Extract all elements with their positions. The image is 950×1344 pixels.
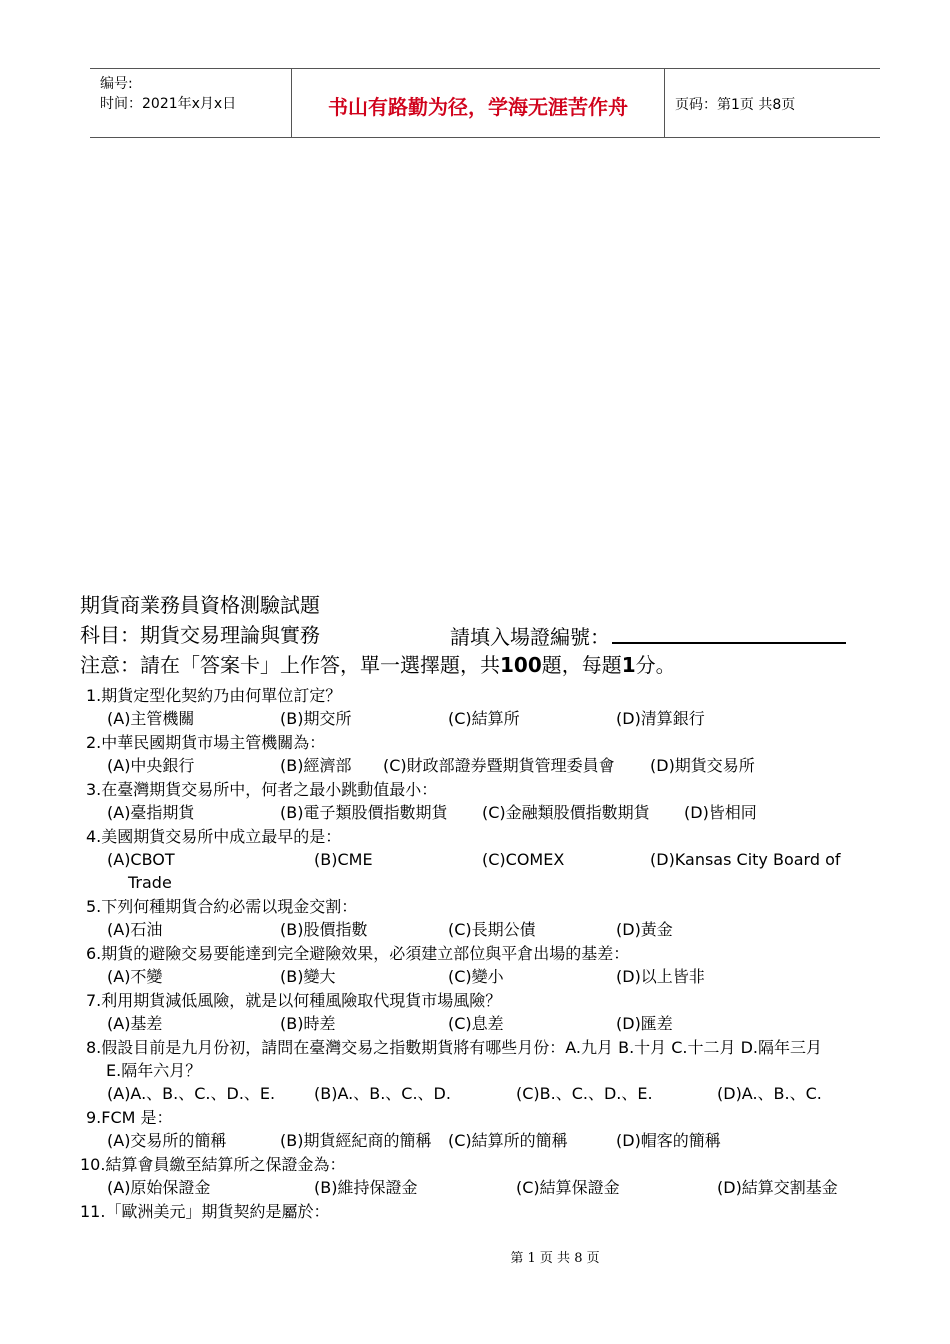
option-a: (A)中央銀行 [107, 756, 195, 775]
question-stem: 5.下列何種期貨合約必需以現金交割： [86, 897, 358, 916]
option-a: (A)基差 [107, 1014, 163, 1033]
option-c: (C)財政部證券暨期貨管理委員會 [383, 756, 615, 775]
option-d: (D)黃金 [616, 920, 673, 939]
question-list [80, 684, 900, 1223]
admission-number-label: 請填入場證編號： [450, 625, 610, 649]
option-d: (D)A.、B.、C. [717, 1084, 822, 1103]
question-item [80, 684, 900, 730]
question-options [80, 848, 900, 894]
option-d: (D)結算交割基金 [717, 1178, 838, 1197]
question-options [80, 918, 900, 941]
question-options [80, 1082, 900, 1105]
option-d: (D)Kansas City Board of [650, 850, 841, 869]
question-item [80, 1106, 900, 1152]
question-stem: 8.假設目前是九月份初，請問在臺灣交易之指數期貨將有哪些月份：A.九月 B.十月 C.十二月 D.隔年三月 [86, 1038, 823, 1057]
option-a: (A)不變 [107, 967, 163, 986]
question-options [80, 1012, 900, 1035]
question-item [80, 1036, 900, 1105]
notice-prefix: 注意：請在「答案卡」上作答，單一選擇題，共 [80, 653, 500, 677]
question-item [80, 942, 900, 988]
option-c: (C)結算所的簡稱 [448, 1131, 568, 1150]
option-b: (B)CME [314, 850, 373, 869]
admission-number-field [450, 620, 846, 652]
option-d: (D)帽客的簡稱 [616, 1131, 721, 1150]
question-options [80, 965, 900, 988]
exam-document [80, 590, 900, 1223]
question-item [80, 1200, 900, 1223]
option-c: (C)變小 [448, 967, 504, 986]
header-motto-cell [291, 69, 665, 137]
notice-suffix: 分。 [635, 653, 676, 677]
question-stem: 9.FCM 是： [86, 1108, 173, 1127]
question-options [80, 707, 900, 730]
footer-page-number: 第 1 页 共 8 页 [510, 1251, 600, 1266]
option-c: (C)B.、C.、D.、E. [516, 1084, 653, 1103]
question-item [80, 825, 900, 894]
question-stem: 3.在臺灣期貨交易所中，何者之最小跳動值最小： [86, 780, 438, 799]
motto-text: 书山有路勤为径，学海无涯苦作舟 [328, 95, 628, 119]
question-stem: 6.期貨的避險交易要能達到完全避險效果，必須建立部位與平倉出場的基差： [86, 944, 630, 963]
option-b: (B)時差 [280, 1014, 336, 1033]
option-d: (D)匯差 [616, 1014, 673, 1033]
option-b: (B)電子類股價指數期貨 [280, 803, 448, 822]
option-c: (C)結算保證金 [516, 1178, 620, 1197]
option-a: (A)交易所的簡稱 [107, 1131, 227, 1150]
option-a: (A)臺指期貨 [107, 803, 195, 822]
page-footer [0, 1247, 950, 1266]
option-d: (D)期貨交易所 [650, 756, 755, 775]
exam-subject: 科目：期貨交易理論與實務 [80, 623, 320, 647]
date-label: 时间：2021年x月x日 [100, 96, 237, 112]
option-a: (A)A.、B.、C.、D.、E. [107, 1084, 276, 1103]
option-c: (C)長期公債 [448, 920, 536, 939]
question-stem: 10.結算會員繳至結算所之保證金為： [80, 1155, 346, 1174]
question-stem-continuation: E.隔年六月？ [106, 1061, 202, 1080]
question-options [80, 1129, 900, 1152]
question-item [80, 1153, 900, 1199]
question-options [80, 754, 900, 777]
option-b: (B)變大 [280, 967, 336, 986]
question-count: 100 [500, 653, 542, 677]
exam-notice [80, 650, 900, 680]
option-b: (B)維持保證金 [314, 1178, 418, 1197]
admission-number-blank [612, 620, 846, 644]
option-d: (D)皆相同 [684, 803, 757, 822]
exam-title: 期貨商業務員資格測驗試題 [80, 593, 320, 617]
question-stem: 2.中華民國期貨市場主管機關為： [86, 733, 326, 752]
option-c: (C)息差 [448, 1014, 504, 1033]
option-b: (B)經濟部 [280, 756, 352, 775]
header-meta-cell [90, 69, 290, 137]
option-c: (C)結算所 [448, 709, 520, 728]
document-header [90, 68, 880, 138]
question-stem: 11.「歐洲美元」期貨契約是屬於： [80, 1202, 330, 1221]
page-code-label: 页码：第1页 共8页 [675, 97, 796, 113]
question-options [80, 801, 900, 824]
option-c: (C)金融類股價指數期貨 [482, 803, 650, 822]
option-b: (B)期貨經紀商的簡稱 [280, 1131, 432, 1150]
question-stem: 4.美國期貨交易所中成立最早的是： [86, 827, 342, 846]
serial-number-label: 编号: [100, 76, 133, 92]
option-a: (A)原始保證金 [107, 1178, 211, 1197]
option-b: (B)A.、B.、C.、D. [314, 1084, 451, 1103]
question-stem: 7.利用期貨減低風險，就是以何種風險取代現貨市場風險？ [86, 991, 502, 1010]
question-item [80, 731, 900, 777]
option-b: (B)股價指數 [280, 920, 368, 939]
option-a: (A)主管機關 [107, 709, 195, 728]
header-page-cell [665, 69, 880, 137]
option-d-continuation: Trade [128, 873, 172, 892]
option-c: (C)COMEX [482, 850, 565, 869]
question-item [80, 895, 900, 941]
question-item [80, 778, 900, 824]
question-stem: 1.期貨定型化契約乃由何單位訂定？ [86, 686, 342, 705]
option-d: (D)清算銀行 [616, 709, 705, 728]
notice-mid: 題，每題 [541, 653, 622, 677]
score-per-question: 1 [621, 653, 636, 677]
question-options [80, 1176, 900, 1199]
option-a: (A)石油 [107, 920, 163, 939]
question-item [80, 989, 900, 1035]
option-a: (A)CBOT [107, 850, 175, 869]
option-d: (D)以上皆非 [616, 967, 705, 986]
subject-line [80, 620, 900, 650]
option-b: (B)期交所 [280, 709, 352, 728]
